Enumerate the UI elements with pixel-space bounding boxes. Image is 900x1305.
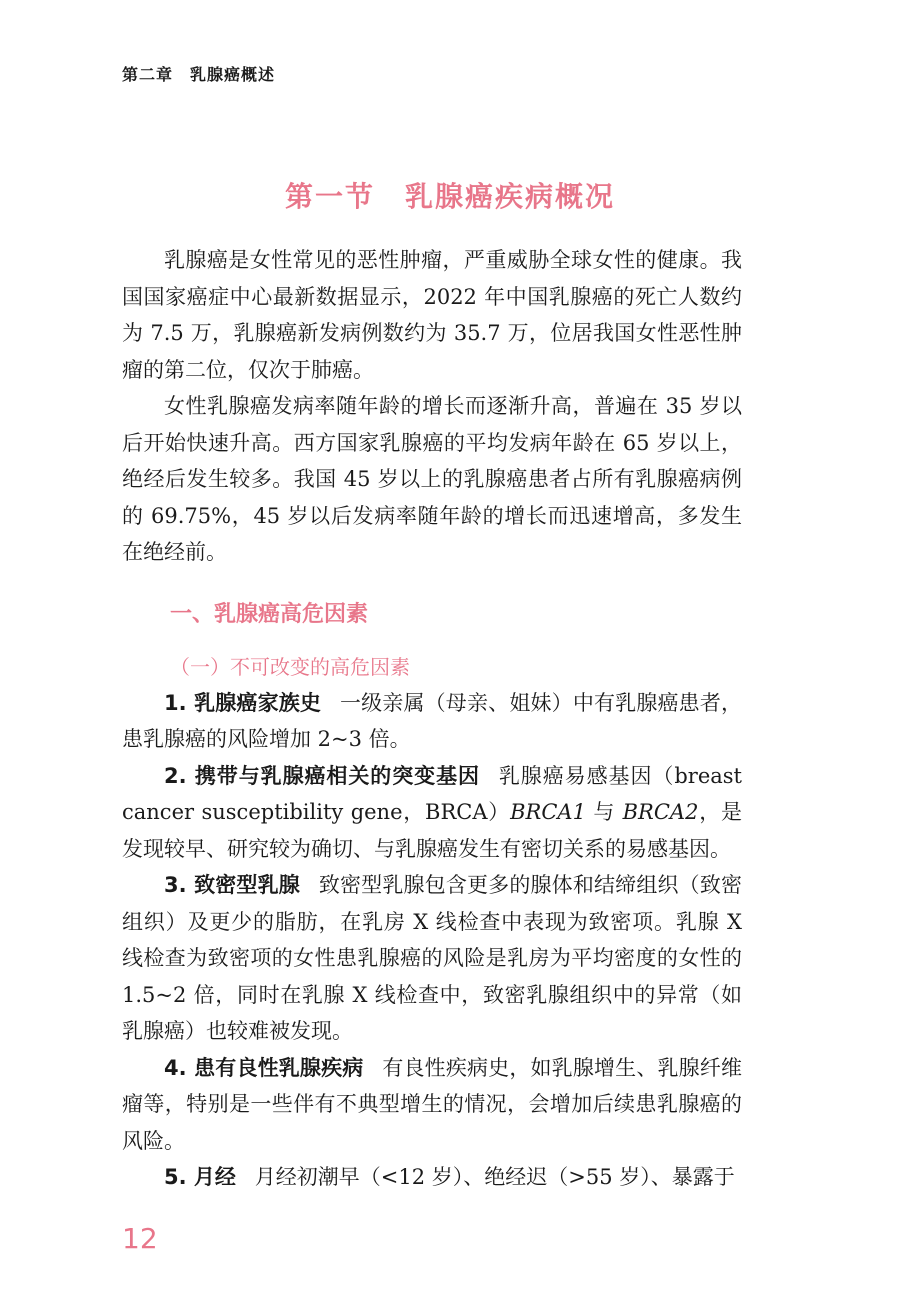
paragraph: 乳腺癌是女性常见的恶性肿瘤，严重威胁全球女性的健康。我国国家癌症中心最新数据显示，2022 年中国乳腺癌的死亡人数约为 7.5 万，乳腺癌新发病例数约为 35.7 万，位居我国女性恶性肿瘤的第二位，仅次于肺癌。 <box>122 248 742 382</box>
item-text: ，是发现较早、研究较为确切、与乳腺癌发生有密切关系的易感基因。 <box>122 800 742 861</box>
list-item <box>122 867 742 1050</box>
gene-name: BRCA1 <box>510 800 586 824</box>
paragraph: 女性乳腺癌发病率随年龄的增长而逐渐升高，普遍在 35 岁以后开始快速升高。西方国家乳腺癌的平均发病年龄在 65 岁以上，绝经后发生较多。我国 45 岁以上的乳腺癌患者占所有乳腺癌病例的 69.75%，45 岁以后发病率随年龄的增长而迅速增高，多发生在绝经前。 <box>122 394 742 564</box>
item-text: 与 <box>585 800 623 824</box>
section-title: 第一节 乳腺癌疾病概况 <box>284 180 615 213</box>
list-item <box>122 1159 742 1196</box>
page-number: 12 <box>122 1222 158 1255</box>
item-text: 有良性疾病史，如乳腺增生、乳腺纤维瘤等，特别是一些伴有不典型增生的情况，会增加后续患乳腺癌的风险。 <box>122 1055 743 1153</box>
item-term: 5. 月经 <box>164 1165 236 1189</box>
heading-risk-factors: 一、乳腺癌高危因素 <box>170 601 369 627</box>
gene-name: BRCA2 <box>622 800 699 824</box>
body-text <box>122 242 742 1196</box>
list-item <box>122 685 742 758</box>
item-term: 3. 致密型乳腺 <box>164 873 300 897</box>
list-item <box>122 1050 742 1160</box>
item-term: 1. 乳腺癌家族史 <box>164 690 322 715</box>
item-text: 月经初潮早（<12 岁）、绝经迟（>55 岁）、暴露于 <box>254 1165 735 1189</box>
list-item <box>122 758 742 868</box>
item-text: 乳腺癌易感基因（breast cancer susceptibility gene，BRCA） <box>122 763 742 824</box>
running-head: 第二章 乳腺癌概述 <box>122 65 276 84</box>
subheading-unchangeable-factors: （一）不可改变的高危因素 <box>170 654 410 679</box>
item-text: 一级亲属（母亲、姐妹）中有乳腺癌患者，患乳腺癌的风险增加 2~3 倍。 <box>122 690 742 751</box>
item-term: 4. 患有良性乳腺疾病 <box>164 1055 364 1080</box>
item-term: 2. 携带与乳腺癌相关的突变基因 <box>164 763 480 788</box>
item-text: 致密型乳腺包含更多的腺体和结缔组织（致密组织）及更少的脂肪，在乳房 X 线检查中表现为致密项。乳腺 X 线检查为致密项的女性患乳腺癌的风险是乳房为平均密度的女性的 1.5~2 倍，同时在乳腺 X 线检查中，致密乳腺组织中的异常（如乳腺癌）也较难被发现。 <box>122 873 743 1043</box>
